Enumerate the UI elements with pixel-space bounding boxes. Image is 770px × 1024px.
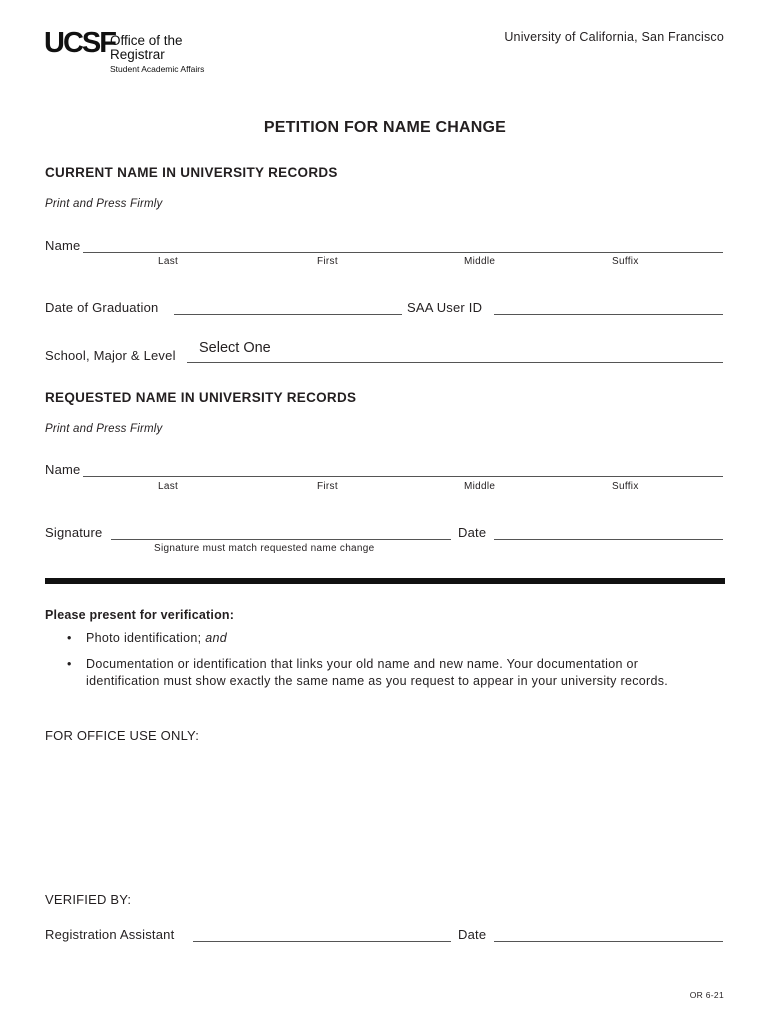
requested-name-heading: REQUESTED NAME IN UNIVERSITY RECORDS [45, 390, 357, 405]
photo-id-suffix: and [205, 631, 227, 645]
current-suffix-label: Suffix [612, 256, 639, 267]
signature-label: Signature [45, 525, 103, 540]
office-date-field[interactable] [494, 941, 723, 942]
photo-id-text: Photo identification; [86, 631, 202, 645]
signature-note: Signature must match requested name change [154, 543, 375, 554]
registration-assistant-field[interactable] [193, 941, 451, 942]
logo-office-name [110, 34, 183, 62]
requested-date-label: Date [458, 525, 487, 540]
current-name-field[interactable] [83, 252, 723, 253]
requested-middle-label: Middle [464, 481, 496, 492]
form-title: PETITION FOR NAME CHANGE [263, 119, 507, 136]
requested-name-label: Name [45, 462, 81, 477]
saa-user-id-label: SAA User ID [407, 300, 483, 315]
list-item [45, 656, 715, 691]
office-date-label: Date [458, 927, 487, 942]
signature-field[interactable] [111, 539, 451, 540]
verification-list [45, 630, 715, 699]
verification-heading: Please present for verification: [45, 608, 235, 622]
logo-office-line2: Registrar [110, 47, 165, 62]
current-last-label: Last [158, 256, 179, 267]
graduation-date-field[interactable] [174, 314, 402, 315]
current-name-heading: CURRENT NAME IN UNIVERSITY RECORDS [45, 165, 338, 180]
requested-last-label: Last [158, 481, 179, 492]
requested-instruction: Print and Press Firmly [45, 423, 163, 435]
registration-assistant-label: Registration Assistant [45, 927, 175, 942]
form-code: OR 6-21 [689, 990, 724, 1000]
university-name: University of California, San Francisco [504, 30, 724, 44]
requested-suffix-label: Suffix [612, 481, 639, 492]
current-first-label: First [317, 256, 338, 267]
documentation-text: Documentation or identification that links your old name and new name. Your documentation or identification must show exactly the same name as you request to appear in your university records. [86, 656, 669, 688]
school-major-level-field[interactable] [187, 362, 723, 363]
ucsf-logo [44, 28, 224, 76]
school-major-level-select[interactable]: Select One [199, 340, 271, 356]
graduation-date-label: Date of Graduation [45, 300, 159, 315]
current-middle-label: Middle [464, 256, 496, 267]
requested-date-field[interactable] [494, 539, 723, 540]
office-use-heading: FOR OFFICE USE ONLY: [45, 728, 200, 743]
bullet-icon: • [67, 656, 72, 671]
requested-name-field[interactable] [83, 476, 723, 477]
logo-wordmark: UCSF [44, 27, 115, 59]
bullet-icon: • [67, 631, 72, 645]
current-name-label: Name [45, 238, 81, 253]
logo-unit: Student Academic Affairs [110, 64, 205, 74]
logo-office-line1: Office of the [110, 33, 183, 48]
verified-by-label: VERIFIED BY: [45, 892, 132, 907]
current-instruction: Print and Press Firmly [45, 198, 163, 210]
list-item [45, 630, 715, 648]
school-major-level-label: School, Major & Level [45, 348, 176, 363]
section-divider [45, 578, 725, 584]
saa-user-id-field[interactable] [494, 314, 723, 315]
requested-first-label: First [317, 481, 338, 492]
